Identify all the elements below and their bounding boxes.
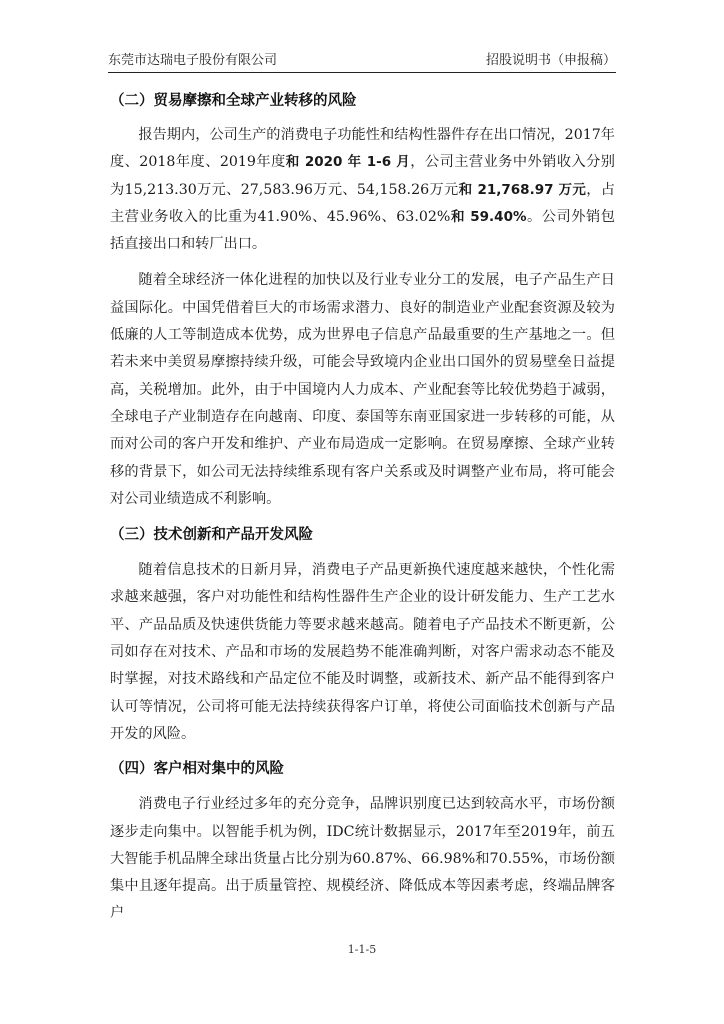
paragraph-text: ，公司主营业务中外销收入分别为15,213.30万元、27,583.96万元、54,158.26万元 [110, 154, 615, 198]
page-header [108, 50, 616, 73]
paragraph-customer-concentration: 消费电子行业经过多年的充分竞争，品牌识别度已达到较高水平，市场份额逐步走向集中。以智能手机为例，IDC统计数据显示，2017年至2019年，前五大智能手机品牌全球出货量占比分别为60.87%、66.98%和70.55%，市场份额集中且逐年提高。出于质量管控、规模经济、降低成本等因素考虑，终端品牌客户 [110, 796, 615, 922]
section-heading-tech-innovation: （三）技术创新和产品开发风险 [110, 527, 313, 544]
section-heading-customer-concentration: （四）客户相对集中的风险 [110, 761, 284, 778]
paragraph-text: ，占主营业务收入的比重为41.90%、45.96%、63.02% [110, 181, 615, 225]
page-number: 1-1-5 [347, 943, 377, 956]
document-body [110, 90, 615, 928]
section-heading-trade-friction: （二）贸易摩擦和全球产业转移的风险 [110, 93, 357, 109]
paragraph-tech-innovation: 随着信息技术的日新月异，消费电子产品更新换代速度越来越快，个性化需求越来越强，客户对功能性和结构性器件生产企业的设计研发能力、生产工艺水平、产品品质及快速供货能力等要求越来越高。随着电子产品技术不断更新，公司如存在对技术、产品和市场的发展趋势不能准确判断，对客户需求动态不能及时掌握，对技术路线和产品定位不能及时调整，或新技术、新产品不能得到客户认可等情况，公司将可能无法持续获得客户订单，将使公司面临技术创新与产品开发的风险。 [110, 562, 615, 742]
paragraph-export-revenue [110, 122, 615, 258]
paragraph-industry-transfer: 随着全球经济一体化进程的加快以及行业专业分工的发展，电子产品生产日益国际化。中国凭借着巨大的市场需求潜力、良好的制造业产业配套资源及较为低廉的人工等制造成本优势，成为世界电子信息产品最重要的生产基地之一。但若未来中美贸易摩擦持续升级，可能会导致境内企业出口国外的贸易壁垒日益提高，关税增加。此外，由于中国境内人力成本、产业配套等比较优势趋于减弱，全球电子产业制造存在向越南、印度、泰国等东南亚国家进一步转移的可能，从而对公司的客户开发和维护、产业布局造成一定影响。在贸易摩擦、全球产业转移的背景下，如公司无法持续维系现有客户关系或及时调整产业布局，将可能会对公司业绩造成不利影响。 [110, 272, 615, 507]
bold-ratio-text: 和 59.40% [450, 208, 527, 225]
bold-revenue-text: 和 21,768.97 万元 [458, 181, 587, 198]
header-document-title: 招股说明书（申报稿） [485, 53, 616, 68]
header-company-name: 东莞市达瑞电子股份有限公司 [108, 53, 278, 68]
paragraph-text: 。公司外销包括直接出口和转厂出口。 [110, 208, 615, 253]
bold-period-text: 和 2020 年 1-6 月 [285, 154, 411, 171]
paragraph-text: 报告期内，公司生产的消费电子功能性和结构性器件存在出口情况，2017年度、2018年度、2019年度 [110, 127, 615, 171]
